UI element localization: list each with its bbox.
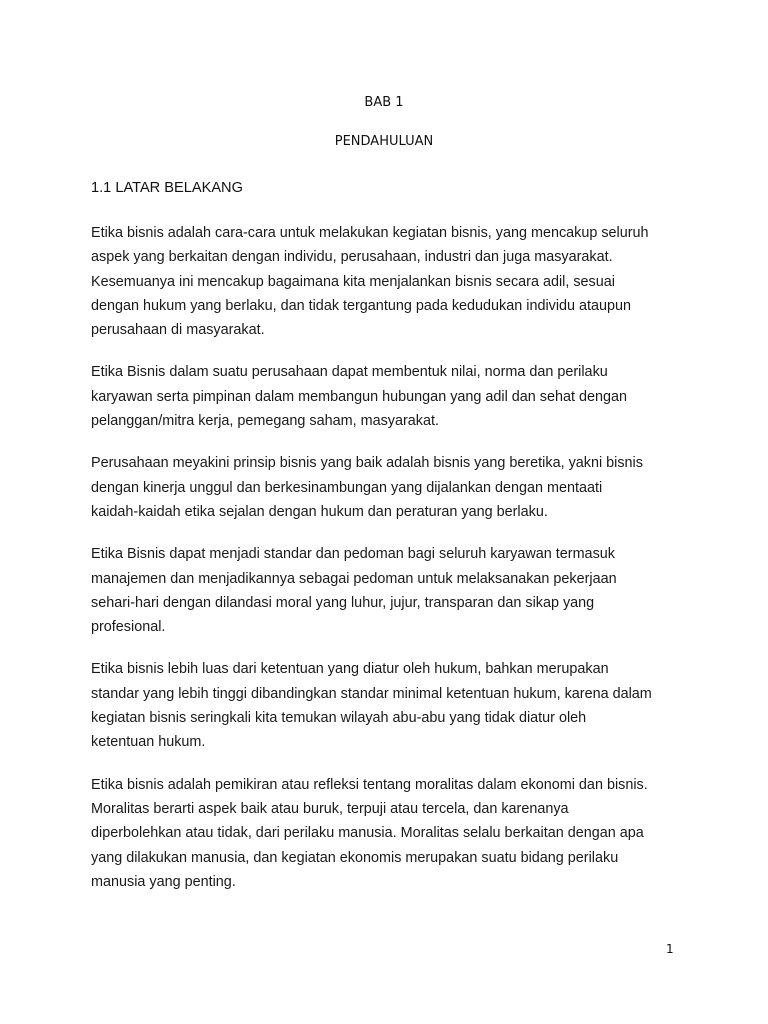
paragraph: [91, 221, 691, 342]
paragraph: [91, 657, 691, 754]
text-line: dengan hukum yang berlaku, dan tidak tergantung pada kedudukan individu ataupun: [91, 297, 632, 314]
text-line: Etika bisnis adalah pemikiran atau refleksi tentang moralitas dalam ekonomi dan bisnis.: [91, 776, 648, 793]
section-heading: 1.1 LATAR BELAKANG: [91, 180, 243, 196]
text-line: kegiatan bisnis seringkali kita temukan wilayah abu-abu yang tidak diatur oleh: [91, 710, 587, 727]
text-line: dengan kinerja unggul dan berkesinambungan yang dijalankan dengan mentaati: [91, 479, 603, 496]
text-line: Moralitas berarti aspek baik atau buruk, terpuji atau tercela, dan karenanya: [91, 800, 569, 817]
text-line: Kesemuanya ini mencakup bagaimana kita menjalankan bisnis secara adil, sesuai: [91, 273, 615, 290]
text-line: profesional.: [91, 619, 166, 636]
paragraph: [91, 773, 691, 894]
text-line: standar yang lebih tinggi dibandingkan standar minimal ketentuan hukum, karena dalam: [91, 685, 652, 702]
paragraph: [91, 451, 691, 524]
paragraph: [91, 360, 691, 433]
paragraph: [91, 542, 691, 639]
text-line: Perusahaan meyakini prinsip bisnis yang baik adalah bisnis yang beretika, yakni bisnis: [91, 455, 643, 472]
text-line: sehari-hari dengan dilandasi moral yang luhur, jujur, transparan dan sikap yang: [91, 594, 595, 611]
text-line: Etika Bisnis dalam suatu perusahaan dapat membentuk nilai, norma dan perilaku: [91, 364, 608, 381]
text-line: manajemen dan menjadikannya sebagai pedoman untuk melaksanakan pekerjaan: [91, 570, 617, 587]
text-line: aspek yang berkaitan dengan individu, perusahaan, industri dan juga masyarakat.: [91, 249, 613, 266]
text-line: perusahaan di masyarakat.: [91, 322, 265, 339]
text-line: karyawan serta pimpinan dalam membangun hubungan yang adil dan sehat dengan: [91, 388, 628, 405]
text-line: Etika bisnis adalah cara-cara untuk melakukan kegiatan bisnis, yang mencakup seluruh: [91, 225, 649, 241]
text-line: pelanggan/mitra kerja, pemegang saham, masyarakat.: [91, 413, 439, 430]
page-number: 1: [666, 942, 674, 956]
text-line: kaidah-kaidah etika sejalan dengan hukum dan peraturan yang berlaku.: [91, 503, 548, 520]
chapter-label: BAB 1: [364, 95, 404, 110]
text-line: Etika bisnis lebih luas dari ketentuan yang diatur oleh hukum, bahkan merupakan: [91, 661, 609, 678]
text-line: manusia yang penting.: [91, 873, 236, 890]
text-line: ketentuan hukum.: [91, 734, 206, 751]
chapter-title: PENDAHULUAN: [334, 134, 434, 149]
text-line: diperbolehkan atau tidak, dari perilaku manusia. Moralitas selalu berkaitan dengan apa: [91, 825, 644, 842]
body-text: [91, 221, 691, 912]
text-line: Etika Bisnis dapat menjadi standar dan pedoman bagi seluruh karyawan termasuk: [91, 546, 615, 563]
text-line: yang dilakukan manusia, dan kegiatan ekonomis merupakan suatu bidang perilaku: [91, 849, 619, 866]
